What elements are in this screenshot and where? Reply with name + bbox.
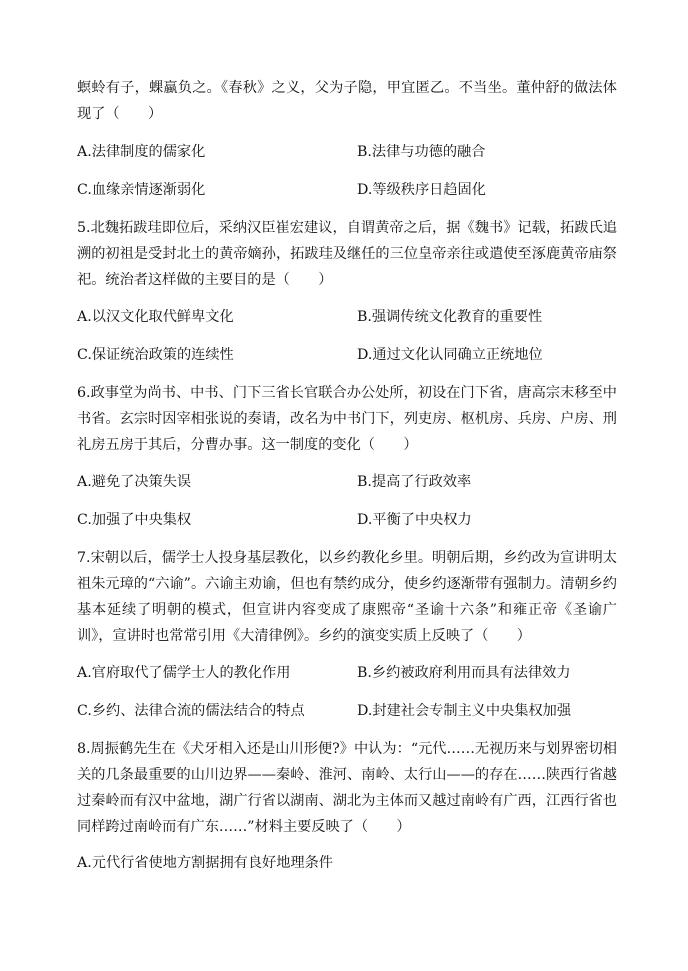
question-6-option-c: C.加强了中央集权 (77, 512, 192, 528)
question-5-stem: 5.北魏拓跋珪即位后，采纳汉臣崔宏建议，自谓黄帝之后，据《魏书》记载，拓跋氏追溯的初祖是受封北土的黄帝嫡孙，拓跋珪及继任的三位皇帝亲往或遣使至涿鹿黄帝庙祭祀。统治者这样做的主要目的是（ ） (77, 220, 617, 288)
question-6-option-a: A.避免了决策失误 (77, 474, 192, 490)
question-4-option-d: D.等级秩序日趋固化 (357, 182, 486, 198)
question-7-option-b: B.乡约被政府利用而具有法律效力 (357, 665, 571, 681)
question-5-option-b: B.强调传统文化教育的重要性 (357, 309, 543, 325)
question-5-option-a: A.以汉文化取代鲜卑文化 (77, 309, 234, 325)
question-5-option-d: D.通过文化认同确立正统地位 (357, 347, 543, 363)
question-4-option-b: B.法律与功德的融合 (357, 144, 486, 160)
question-7-option-a: A.官府取代了儒学士人的教化作用 (77, 665, 291, 681)
question-5-option-c: C.保证统治政策的连续性 (77, 347, 234, 363)
question-7-option-c: C.乡约、法律合流的儒法结合的特点 (77, 703, 305, 719)
question-4-option-a: A.法律制度的儒家化 (77, 144, 206, 160)
question-7-stem: 7.宋朝以后，儒学士人投身基层教化，以乡约教化乡里。明朝后期，乡约改为宣讲明太祖朱元璋的“六谕”。六谕主劝谕，但也有禁约成分，使乡约逐渐带有强制力。清朝乡约基本延续了明朝的模式，但宣讲内容变成了康熙帝“圣谕十六条”和雍正帝《圣谕广训》，宣讲时也常常引用《大清律例》。乡约的演变实质上反映了（ ） (77, 550, 617, 644)
question-6-stem: 6.政事堂为尚书、中书、门下三省长官联合办公处所，初设在门下省，唐高宗末移至中书省。玄宗时因宰相张说的奏请，改名为中书门下，列吏房、枢机房、兵房、户房、刑礼房五房于其后，分曹办事。这一制度的变化（ ） (77, 385, 617, 453)
question-6-option-d: D.平衡了中央权力 (357, 512, 472, 528)
question-8-option-a: A.元代行省使地方割据拥有良好地理条件 (77, 855, 333, 871)
question-4-option-c: C.血缘亲情逐渐弱化 (77, 182, 206, 198)
question-8-stem: 8.周振鹤先生在《犬牙相入还是山川形便?》中认为：“元代……无视历来与划界密切相关的几条最重要的山川边界——秦岭、淮河、南岭、太行山——的存在……陕西行省越过秦岭而有汉中盆地，湖广行省以湖南、湖北为主体而又越过南岭有广西，江西行省也同样跨过南岭而有广东……”材料主要反映了（ ） (77, 741, 617, 835)
question-7-option-d: D.封建社会专制主义中央集权加强 (357, 703, 572, 719)
question-6-option-b: B.提高了行政效率 (357, 474, 472, 490)
question-4-stem-tail: 螟蛉有子，蜾蠃负之。《春秋》之义，父为子隐，甲宜匿乙。不当坐。董仲舒的做法体现了（ ） (77, 80, 617, 122)
